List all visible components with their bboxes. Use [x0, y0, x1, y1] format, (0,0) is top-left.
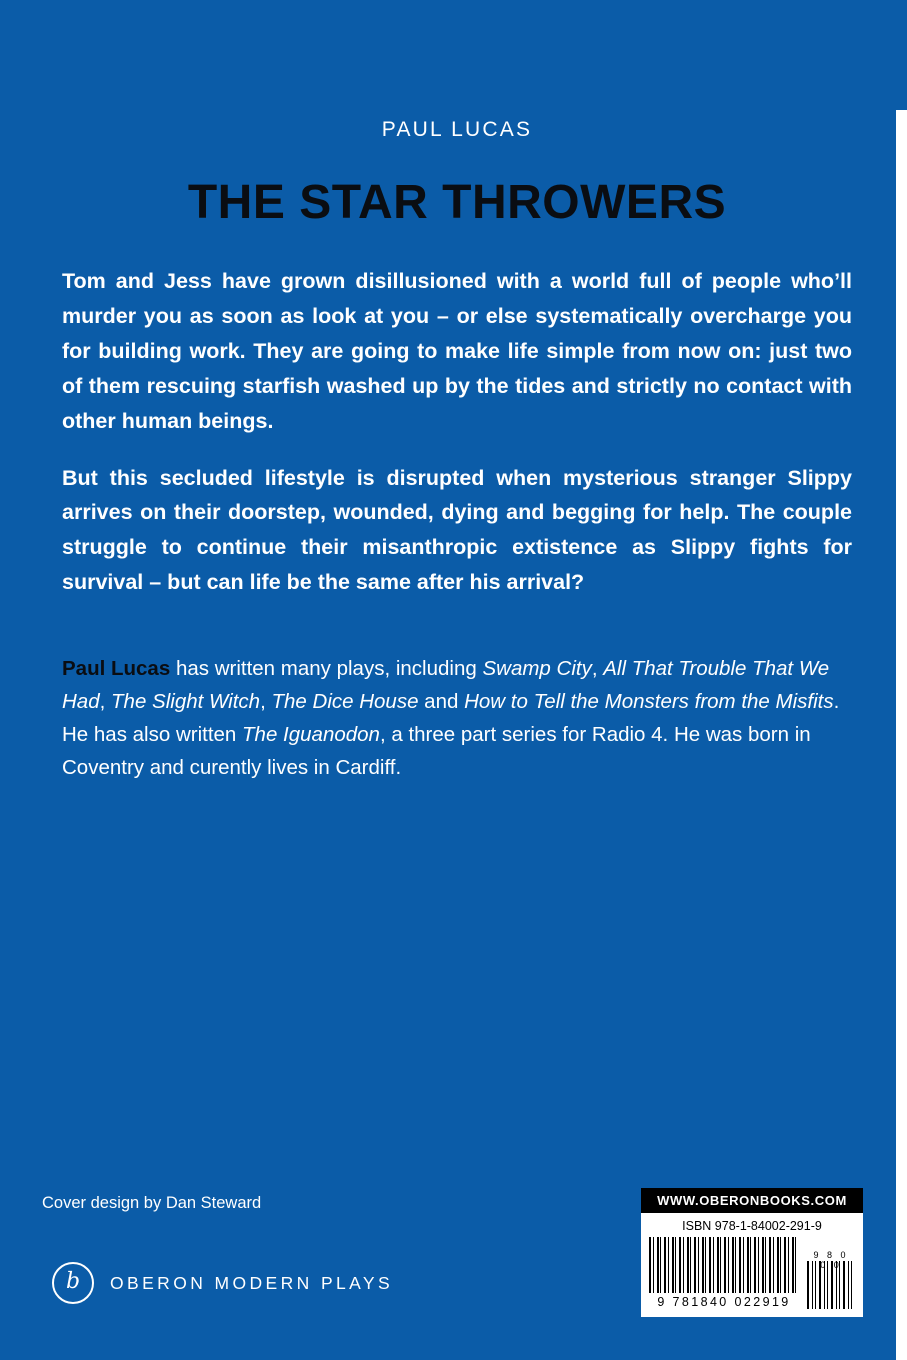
- author-bio-sep-3: ,: [260, 690, 272, 714]
- author-bio-text-1: has written many plays, including: [170, 656, 483, 680]
- barcode-bars-row: [649, 1237, 855, 1309]
- cover-design-credit: Cover design by Dan Steward: [42, 1194, 262, 1212]
- author-bio: [62, 652, 852, 785]
- author-bio-sep-1: ,: [591, 656, 604, 680]
- author-bio-work-4: The Dice House: [271, 690, 419, 714]
- blurb-paragraph-1: Tom and Jess have grown disillusioned with a world full of people who’ll murder you as soon as look at you – or else systematically overcharge you for building work. They are going to make life simple from now on: just two of them rescuing starfish washed up by the tides and strictly no contact with other human beings.: [62, 269, 852, 433]
- ean13-barcode: [649, 1237, 799, 1309]
- author-bio-sep-4: and: [418, 690, 465, 714]
- ean5-addon-digits: 9 8 0 0 0: [813, 1250, 849, 1270]
- author-bio-name: Paul Lucas: [62, 656, 171, 680]
- author-name-top: PAUL LUCAS: [381, 118, 533, 141]
- book-title: THE STAR THROWERS: [187, 176, 727, 229]
- isbn-text: ISBN 978-1-84002-291-9: [682, 1219, 822, 1233]
- author-bio-work-5: How to Tell the Monsters from the Misfits: [464, 690, 834, 714]
- author-bio-text-2: . He has also written: [62, 690, 840, 747]
- barcode-block: [641, 1188, 863, 1317]
- cover-edge-strip: [896, 0, 907, 1360]
- author-bio-sep-2: ,: [99, 690, 112, 714]
- cover-content: [62, 0, 852, 785]
- author-bio-work-6: The Iguanodon: [242, 723, 380, 747]
- oberon-logo-letter: b: [65, 1269, 81, 1294]
- ean5-addon-barcode: [807, 1250, 855, 1309]
- oberon-logo-icon: [52, 1262, 94, 1304]
- imprint-name: OBERON MODERN PLAYS: [110, 1272, 394, 1293]
- publisher-imprint: [52, 1262, 393, 1304]
- author-bio-work-1: Swamp City: [482, 656, 592, 680]
- cover-edge-strip-top: [896, 0, 907, 110]
- blurb-paragraph-2: But this secluded lifestyle is disrupted when mysterious stranger Slippy arrives on their doorstep, wounded, dying and begging for help. The couple struggle to continue their misanthropic extistence as Slippy fights for survival – but can life be the same after his arrival?: [62, 465, 852, 595]
- author-bio-text-3: , a three part series for Radio 4. He was born in Coventry and curently lives in Cardiff.: [62, 723, 811, 780]
- publisher-website: WWW.OBERONBOOKS.COM: [641, 1188, 863, 1213]
- blurb: [62, 264, 852, 599]
- author-bio-work-3: The Slight Witch: [111, 690, 261, 714]
- barcode-body: [641, 1213, 863, 1317]
- author-bio-work-2: All That Trouble That We Had: [62, 656, 830, 714]
- ean13-bars: [649, 1237, 799, 1293]
- ean13-digits: 9 781840 022919: [657, 1295, 791, 1309]
